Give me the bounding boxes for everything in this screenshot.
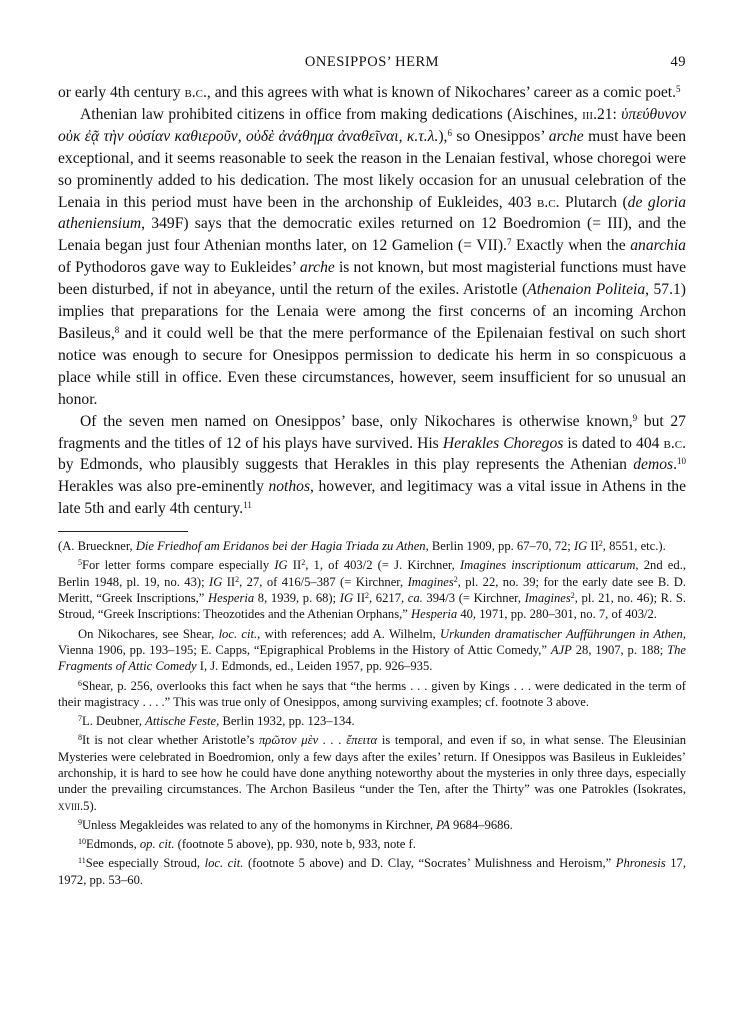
text-run: , 27, of 416/5–387 (= Kirchner,	[239, 574, 408, 589]
text-run: is temporal, and even if so, in what sense. The Eleusinian Mysteries were celebrated in Boedromion, only a few days after the exiles’ return. If Onesippos was Basileus in Eukleides’ archonship, it is hard to see how he could have done anything noteworthy about the mysteries in only three days, especially under the prevailing circumstances. The Archon Basileus “under the Ten, after the Thirty” was one Patrokles (Isokrates,	[58, 733, 687, 797]
text-run: , 57.1) implies that preparations for the Lenaia were among the first concerns of an incoming Archon Basileus,	[58, 281, 686, 342]
footnote-number: 8	[78, 733, 82, 743]
footnote-number: 6	[78, 678, 82, 688]
small-caps-run: xviii	[58, 798, 80, 813]
italic-run: Attische Feste	[145, 714, 217, 729]
italic-run: arche	[299, 259, 335, 277]
text-run: , Berlin 1932, pp. 123–134.	[216, 714, 355, 729]
text-run: For letter forms compare especially	[82, 558, 275, 573]
italic-run: IG	[274, 558, 288, 573]
text-run: On Nikochares, see Shear,	[78, 626, 219, 641]
italic-run: PA	[436, 817, 450, 832]
paragraph-2	[58, 104, 686, 411]
text-run: of Pythodoros gave way to Eukleides’	[58, 259, 300, 277]
footnote-ref-6: 6	[447, 127, 452, 138]
text-run: Plutarch (	[559, 193, 628, 211]
text-run: , 2nd ed., Berlin 1948, pl. 19, no. 43);	[58, 558, 686, 589]
footnote-ref-7: 7	[506, 237, 512, 248]
superscript: 2	[598, 539, 603, 549]
text-run: , 1, of 403/2 (= J. Kirchner,	[305, 558, 460, 573]
footnote-number: 9	[78, 817, 82, 827]
text-run: Athenian law prohibited citizens in office from making dedications (Aischines,	[80, 105, 583, 123]
footnote-ref-5: 5	[676, 84, 681, 94]
italic-run: AJP	[550, 642, 572, 657]
text-run: (footnote 5 above) and D. Clay, “Socrates’ Mulishness and Heroism,”	[243, 856, 616, 871]
paragraph-1	[58, 82, 686, 104]
italic-run: op. cit.	[139, 837, 175, 852]
page	[58, 52, 686, 891]
text-run: , with references; add A. Wilhelm,	[257, 626, 441, 641]
text-run: Unless Megakleides was related to any of the homonyms in Kirchner,	[82, 817, 437, 832]
text-run: II	[287, 558, 302, 573]
text-run: 28, 1907, p. 188;	[571, 642, 668, 657]
footnotes	[58, 538, 686, 888]
text-run: by Edmonds, who plausibly suggests that Herakles in this play represents the Athenian	[58, 456, 634, 474]
italic-run: IG	[339, 591, 354, 606]
text-run: , pl. 22, no. 39; for the early date see B. D. Meritt, “Greek Inscriptions,”	[58, 574, 687, 606]
text-run: 8, 1939, p. 68);	[254, 591, 340, 606]
footnote-number: 7	[78, 714, 82, 724]
text-run: 17, 1972, pp. 53–60.	[58, 856, 686, 887]
footnote-11	[58, 855, 686, 888]
footnote-6	[58, 678, 686, 711]
footnote-9	[58, 817, 686, 833]
text-run: 394/3 (= Kirchner,	[422, 591, 525, 606]
italic-run: Hesperia	[208, 591, 255, 606]
text-run: , Vienna 1906, pp. 193–195; E. Capps, “Epigraphical Problems in the History of Attic Comedy,”	[58, 626, 686, 657]
footnote-number: 11	[78, 856, 86, 866]
italic-run: arche	[548, 127, 584, 145]
superscript: 2	[453, 574, 458, 584]
italic-run: Herakles Choregos	[442, 434, 564, 452]
italic-run: ca.	[407, 591, 423, 606]
text-run: I, J. Edmonds, ed., Leiden 1957, pp. 926–935.	[196, 659, 433, 674]
text-run: is dated to 404	[563, 434, 664, 452]
text-run: L. Deubner,	[82, 714, 146, 729]
italic-run: The Fragments of Attic Comedy	[58, 642, 686, 674]
text-run: , 8551, etc.).	[602, 539, 666, 554]
italic-run: de gloria atheniensium	[58, 193, 686, 233]
running-header	[58, 52, 686, 78]
text-run: II	[222, 574, 236, 589]
footnote-ref-10: 10	[677, 456, 686, 467]
footnote-5-continued	[58, 626, 686, 675]
footnote-10	[58, 836, 686, 852]
italic-run: demos	[633, 456, 674, 474]
italic-run: Athenaion Politeia	[527, 281, 646, 299]
superscript: 2	[301, 558, 306, 568]
text-run: II	[587, 539, 599, 554]
text-run: , and this agrees with what is known of Nikochares’ career as a comic poet.	[206, 84, 677, 101]
text-run: 9684–9686.	[449, 817, 513, 832]
footnote-8	[58, 732, 686, 813]
page-number: 49	[670, 54, 686, 70]
text-run: .	[673, 456, 677, 474]
main-text	[58, 82, 686, 520]
text-run: , Berlin 1909, pp. 67–70, 72;	[425, 539, 574, 554]
running-title: ONESIPPOS’ HERM	[304, 54, 440, 70]
text-run: It is not clear whether Aristotle’s	[82, 733, 259, 748]
footnote-ref-9: 9	[632, 412, 638, 423]
small-caps-run: b.c.	[184, 84, 207, 101]
text-run: is not known, but most magisterial functions must have been disturbed, if not in abeyance, until the return of the exiles. Aristotle (	[58, 259, 687, 299]
text-run: Shear, p. 256, overlooks this fact when he says that “the herms . . . given by Kings . . . were dedicated in the term of their magistracy . . . .” This was true only of Onesippos, among surviving examples; cf. footnote 3 above.	[58, 678, 686, 709]
text-run: 40, 1971, pp. 280–301, no. 7, of 403/2.	[457, 607, 657, 622]
text-run: Edmonds,	[86, 837, 140, 852]
text-run: so Onesippos’	[451, 127, 549, 145]
text-run: but 27 fragments and the titles of 12 of his plays have survived. His	[58, 412, 686, 452]
superscript: 2	[570, 591, 575, 601]
text-run: or early 4th century	[58, 84, 185, 101]
text-run: must have been exceptional, and it seems reasonable to seek the reason in the Lenaian festival, whose choregoi were so prominently added to his dedication. The most likely occasion for an unusual celebration of the Lenaia in this period must have been in the archonship of Eukleides, 403	[58, 127, 686, 211]
italic-run: Phronesis	[615, 856, 666, 871]
small-caps-run: b.c.	[537, 193, 560, 211]
text-run: (A. Brueckner,	[58, 539, 136, 554]
italic-run: Die Friedhof am Eridanos bei der Hagia Triada zu Athen	[135, 539, 426, 554]
superscript: 2	[365, 591, 370, 601]
text-run: .5).	[80, 798, 97, 813]
greek-quotation: πρῶτον μὲν . . . ἔπειτα	[259, 733, 378, 748]
text-run: and it could well be that the mere performance of the Epilenaian festival on such short notice was enough to secure for Onesippos permission to dedicate his herm in so conspicuous a place while still in office. Even these circumstances, however, seem insufficient for so unusual an honor.	[58, 324, 686, 408]
footnote-7	[58, 713, 686, 729]
text-run: Of the seven men named on Onesippos’ base, only Nikochares is otherwise known,	[80, 412, 633, 430]
text-run: See especially Stroud,	[85, 856, 205, 871]
superscript: 2	[235, 574, 240, 584]
text-run: , 6217,	[369, 591, 408, 606]
italic-run: Imagines inscriptionum atticarum	[459, 558, 636, 573]
italic-run: Urkunden dramatischer Aufführungen in Athen	[440, 626, 683, 641]
text-run: Exactly when the	[511, 237, 631, 255]
footnote-continuation	[58, 538, 686, 554]
italic-run: IG	[209, 574, 223, 589]
text-run: Herakles was also pre-eminently	[58, 478, 269, 496]
text-run: ),	[438, 127, 448, 145]
paragraph-3	[58, 411, 686, 521]
italic-run: Hesperia	[411, 607, 458, 622]
greek-quotation: ὑπεύθυνον οὐκ ἐᾷ τὴν οὐσίαν καθιεροῦν, οὐδὲ ἀνάθημα ἀναθεῖναι, κ.τ.λ.	[58, 105, 686, 145]
text-run: .21:	[593, 105, 622, 123]
text-run: (footnote 5 above), pp. 930, note b, 933, note f.	[174, 837, 416, 852]
italic-run: loc. cit.	[204, 856, 244, 871]
italic-run: loc. cit.	[218, 626, 258, 641]
small-caps-run: b.c.	[663, 434, 686, 452]
italic-run: IG	[573, 539, 588, 554]
italic-run: anarchia	[630, 237, 686, 255]
italic-run: nothos	[268, 478, 311, 496]
small-caps-run: iii	[582, 105, 594, 123]
italic-run: Imagines	[407, 574, 454, 589]
italic-run: Imagines	[524, 591, 571, 606]
text-run: II	[353, 591, 366, 606]
text-run: , however, and legitimacy was a vital issue in Athens in the late 5th and early 4th century.	[58, 478, 686, 518]
footnote-number: 10	[78, 837, 86, 847]
footnote-divider	[58, 531, 188, 532]
text-run: , 349F) says that the democratic exiles returned on 12 Boedromion (= III), and the Lenaia began just four Athenian months later, on 12 Gamelion (= VII).	[58, 215, 686, 255]
footnote-number: 5	[78, 558, 82, 568]
footnote-5	[58, 557, 686, 622]
footnote-ref-8: 8	[114, 324, 120, 335]
text-run: , pl. 21, no. 46); R. S. Stroud, “Greek Inscriptions: Theozotides and the Athenian Orphans,”	[58, 591, 686, 622]
footnote-ref-11: 11	[243, 500, 252, 511]
